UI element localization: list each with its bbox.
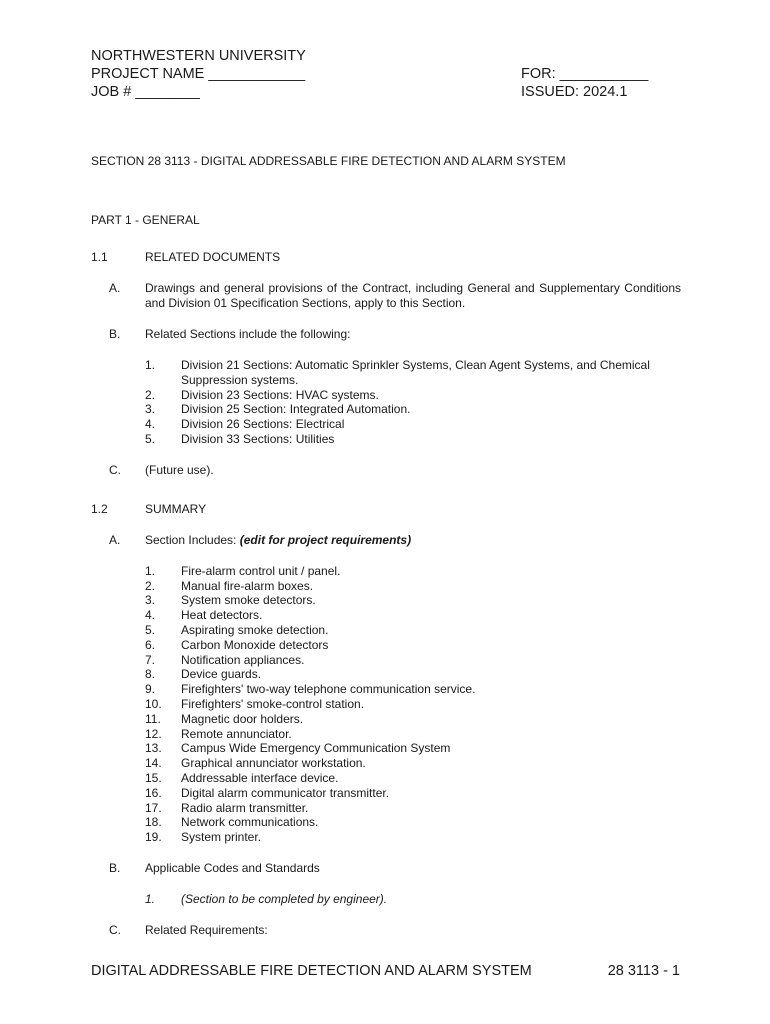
section-title: SECTION 28 3113 - DIGITAL ADDRESSABLE FIRE DETECTION AND ALARM SYSTEM: [91, 154, 566, 168]
list-number: 7.: [145, 652, 156, 667]
list-text: Notification appliances.: [181, 652, 305, 667]
list-text: Network communications.: [181, 815, 319, 830]
list-text: Addressable interface device.: [181, 770, 339, 785]
paragraph-letter: A.: [109, 532, 121, 547]
list-text: Manual fire-alarm boxes.: [181, 578, 314, 593]
paragraph-text: (Future use).: [145, 462, 214, 477]
list-item: [91, 830, 681, 845]
paragraph: [91, 533, 681, 548]
list-item: [91, 815, 681, 830]
paragraph: [91, 463, 681, 478]
section-includes-label: Section Includes:: [145, 532, 237, 547]
article-heading: [91, 250, 681, 265]
list-text: System smoke detectors.: [181, 593, 316, 608]
list-text: Fire-alarm control unit / panel.: [181, 563, 341, 578]
paragraph-text: Drawings and general provisions of the Contract, including General and Supplementary Conditions and Division 01 Specification Sections, apply to this Section.: [145, 281, 681, 310]
list-text: Carbon Monoxide detectors: [181, 637, 329, 652]
list-number: 4.: [145, 417, 156, 432]
list-number: 12.: [145, 726, 162, 741]
list-item: [91, 608, 681, 623]
list-item: [91, 697, 681, 712]
list-number: 10.: [145, 696, 162, 711]
header-left: [91, 47, 306, 101]
paragraph-text: Related Sections include the following:: [145, 327, 351, 341]
list-item: [91, 638, 681, 653]
list-item: [91, 432, 681, 447]
list-number: 2.: [145, 578, 156, 593]
list-item: [91, 593, 681, 608]
article-heading: [91, 502, 681, 517]
list-item: [91, 358, 681, 388]
list-number: 3.: [145, 593, 156, 608]
university-name: NORTHWESTERN UNIVERSITY: [91, 48, 306, 64]
list-number: 13.: [145, 741, 162, 756]
list-number: 8.: [145, 667, 156, 682]
paragraph-letter: C.: [109, 462, 121, 477]
list-item: [91, 741, 681, 756]
list-text: Campus Wide Emergency Communication System: [181, 741, 451, 756]
list-item: [91, 727, 681, 742]
paragraph: [91, 861, 681, 876]
list-item: [91, 667, 681, 682]
list-number: 16.: [145, 785, 162, 800]
footer-title: DIGITAL ADDRESSABLE FIRE DETECTION AND ALARM SYSTEM: [91, 963, 532, 979]
list-item: [91, 653, 681, 668]
list-number: 9.: [145, 682, 156, 697]
list-text: Division 25 Section: Integrated Automation.: [181, 402, 411, 417]
list-item: [91, 564, 681, 579]
list-item: [91, 623, 681, 638]
list-number: 17.: [145, 800, 162, 815]
list-text: Digital alarm communicator transmitter.: [181, 785, 390, 800]
list-item: [91, 756, 681, 771]
list-text: Firefighters' smoke-control station.: [181, 696, 365, 711]
article-number: 1.2: [91, 501, 108, 516]
list-text: Graphical annunciator workstation.: [181, 756, 366, 771]
list-item: [91, 786, 681, 801]
list-text: Device guards.: [181, 667, 262, 682]
issued-date: ISSUED: 2024.1: [521, 84, 628, 100]
list-number: 14.: [145, 756, 162, 771]
article-number: 1.1: [91, 250, 108, 264]
article-title: RELATED DOCUMENTS: [145, 250, 281, 264]
paragraph-text: [145, 533, 681, 548]
list-number: 3.: [145, 402, 156, 417]
part-heading: PART 1 - GENERAL: [91, 213, 200, 227]
paragraph: [91, 281, 681, 311]
list-item: [91, 402, 681, 417]
list-text: (Section to be completed by engineer).: [181, 891, 388, 906]
for-field: FOR: ___________: [521, 66, 649, 82]
project-name: PROJECT NAME ____________: [91, 66, 306, 82]
list-text: Division 26 Sections: Electrical: [181, 417, 345, 432]
list-number: 18.: [145, 815, 162, 830]
list-number: 6.: [145, 637, 156, 652]
list-text: Division 21 Sections: Automatic Sprinkler Systems, Clean Agent Systems, and Chemical Suppression systems.: [181, 358, 650, 387]
related-sections-list: [91, 358, 681, 447]
list-item: [91, 388, 681, 403]
list-text: Aspirating smoke detection.: [181, 622, 329, 637]
list-number: 4.: [145, 608, 156, 623]
paragraph: [91, 327, 681, 342]
list-item: [91, 771, 681, 786]
list-text: Radio alarm transmitter.: [181, 800, 309, 815]
paragraph-text: Related Requirements:: [145, 922, 268, 937]
section-includes-list: [91, 564, 681, 845]
page-number: 28 3113 - 1: [607, 963, 680, 979]
codes-standards-list: [91, 892, 681, 907]
document-body: [91, 154, 681, 954]
list-number: 5.: [145, 431, 156, 446]
list-number: 1.: [145, 563, 156, 578]
list-number: 5.: [145, 622, 156, 637]
paragraph: [91, 923, 681, 938]
list-text: System printer.: [181, 830, 262, 845]
list-number: 1.: [145, 358, 156, 372]
list-number: 11.: [145, 711, 161, 726]
list-text: Heat detectors.: [181, 608, 263, 623]
paragraph-letter: C.: [109, 922, 121, 937]
list-text: Firefighters' two-way telephone communication service.: [181, 682, 476, 697]
list-item: [91, 579, 681, 594]
job-number: JOB # ________: [91, 84, 200, 100]
article-title: SUMMARY: [145, 501, 207, 516]
list-number: 19.: [145, 830, 162, 845]
edit-note: (edit for project requirements): [239, 532, 412, 547]
list-number: 15.: [145, 770, 162, 785]
paragraph-letter: A.: [109, 281, 121, 295]
list-number: 1.: [145, 891, 156, 906]
list-text: Division 23 Sections: HVAC systems.: [181, 387, 379, 402]
header-right: [521, 65, 648, 101]
paragraph-letter: B.: [109, 860, 121, 875]
list-text: Remote annunciator.: [181, 726, 292, 741]
paragraph-text: Applicable Codes and Standards: [145, 860, 320, 875]
list-item: [91, 682, 681, 697]
list-item: [91, 712, 681, 727]
paragraph-letter: B.: [109, 327, 121, 341]
list-item: [91, 417, 681, 432]
list-text: Division 33 Sections: Utilities: [181, 431, 335, 446]
list-item: [91, 892, 681, 907]
list-item: [91, 801, 681, 816]
list-number: 2.: [145, 387, 156, 402]
list-text: Magnetic door holders.: [181, 711, 304, 726]
